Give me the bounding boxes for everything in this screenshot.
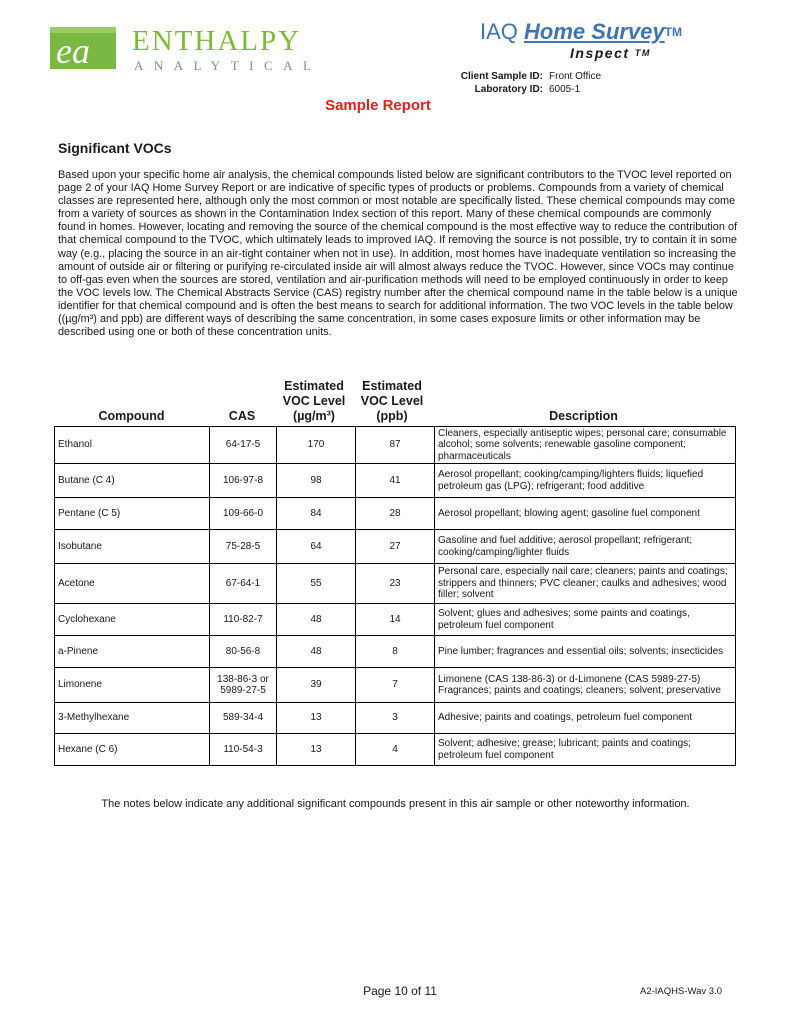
header-voc-ppb-line3: (ppb) [376,409,408,423]
survey-inspect: Inspect [570,45,630,61]
cell-voc-ug: 13 [277,703,356,734]
table-row [55,734,736,766]
cell-voc-ppb: 3 [356,703,435,734]
cell-voc-ppb: 27 [356,530,435,564]
form-code: A2-IAQHS-Wav 3.0 [640,986,723,997]
client-sample-value: Front Office [549,71,602,82]
survey-tm: TM [664,25,682,39]
cell-voc-ppb: 7 [356,668,435,703]
logo-mark-text: ea [56,31,90,69]
cell-description: Aerosol propellant; blowing agent; gasoline fuel component [435,498,736,530]
survey-home-survey: Home Survey [524,19,665,44]
table-row [55,530,736,564]
cell-voc-ug: 64 [277,530,356,564]
table-row [55,636,736,668]
cell-cas: 64-17-5 [210,427,277,464]
section-title: Significant VOCs [58,140,172,156]
table-row [55,668,736,703]
cell-description: Aerosol propellant; cooking/camping/lighters fluids; liquefied petroleum gas (LPG); refrigerant; food additive [435,464,736,498]
cell-voc-ppb: 28 [356,498,435,530]
brand-name: ENTHALPY [132,25,302,57]
notes-text: The notes below indicate any additional significant compounds present in this air sample or other noteworthy information. [101,798,690,810]
cell-voc-ppb: 87 [356,427,435,464]
cell-compound: Isobutane [55,530,210,564]
cell-cas: 75-28-5 [210,530,277,564]
cell-voc-ug: 39 [277,668,356,703]
table-row [55,604,736,636]
header-voc-ug-line2: VOC Level [282,394,346,408]
header-voc-ug-line3: (µg/m³) [293,409,335,423]
cell-voc-ug: 13 [277,734,356,766]
cell-voc-ug: 84 [277,498,356,530]
cell-voc-ppb: 14 [356,604,435,636]
lab-id-label: Laboratory ID: [474,84,543,95]
report-title: Sample Report [325,97,431,114]
survey-title [480,20,730,62]
table-header [54,376,736,426]
cell-voc-ppb: 8 [356,636,435,668]
enthalpy-logo [50,25,350,75]
cell-description: Solvent; glues and adhesives; some paints and coatings, petroleum fuel component [435,604,736,636]
page-number: Page 10 of 11 [363,984,437,998]
table-row [55,498,736,530]
cell-compound: Limonene [55,668,210,703]
cell-cas: 80-56-8 [210,636,277,668]
lab-id-value: 6005-1 [549,84,581,95]
cell-compound: Ethanol [55,427,210,464]
cell-voc-ug: 170 [277,427,356,464]
table-row [55,703,736,734]
cell-voc-ug: 48 [277,604,356,636]
table-row [55,427,736,464]
cell-compound: 3-Methylhexane [55,703,210,734]
table-row [55,464,736,498]
cell-voc-ppb: 23 [356,564,435,604]
table-row [55,564,736,604]
cell-description: Limonene (CAS 138-86-3) or d-Limonene (CAS 5989-27-5) Fragrances; paints and coatings; cleaners; solvent; preservative [435,668,736,703]
cell-voc-ppb: 4 [356,734,435,766]
cell-compound: a-Pinene [55,636,210,668]
cell-voc-ug: 48 [277,636,356,668]
cell-description: Pine lumber; fragrances and essential oils; solvents; insecticides [435,636,736,668]
cell-cas: 110-82-7 [210,604,277,636]
inspect-tm: TM [634,48,651,58]
cell-description: Solvent; adhesive; grease; lubricant; paints and coatings; petroleum fuel component [435,734,736,766]
cell-voc-ppb: 41 [356,464,435,498]
cell-cas: 109-66-0 [210,498,277,530]
cell-compound: Cyclohexane [55,604,210,636]
cell-description: Gasoline and fuel additive; aerosol propellant; refrigerant; cooking/camping/lighter fluids [435,530,736,564]
brand-subtitle: ANALYTICAL [134,58,322,73]
cell-voc-ug: 98 [277,464,356,498]
header-voc-ppb-line1: Estimated [362,379,422,393]
header-compound: Compound [98,409,165,423]
cell-cas: 67-64-1 [210,564,277,604]
cell-cas: 106-97-8 [210,464,277,498]
cell-compound: Acetone [55,564,210,604]
header-voc-ppb-line2: VOC Level [360,394,424,408]
client-sample-label: Client Sample ID: [460,71,543,82]
cell-description: Cleaners, especially antiseptic wipes; personal care; consumable alcohol; some solvents; renewable gasoline component; pharmaceuticals [435,427,736,464]
cell-description: Adhesive; paints and coatings, petroleum fuel component [435,703,736,734]
voc-table [54,426,736,766]
cell-description: Personal care, especially nail care; cleaners; paints and coatings; strippers and thinners; PVC cleaner; caulks and adhesives; wood filler; solvent [435,564,736,604]
cell-voc-ug: 55 [277,564,356,604]
cell-compound: Pentane (C 5) [55,498,210,530]
header-cas: CAS [228,409,256,423]
header-voc-ppb [353,379,431,424]
cell-cas: 138-86-3 or 5989-27-5 [210,668,277,703]
cell-cas: 589-34-4 [210,703,277,734]
intro-paragraph: Based upon your specific home air analysis, the chemical compounds listed below are significant contributors to the TVOC level reported on page 2 of your IAQ Home Survey Report or are indicative of specific types of products or problems. Compounds from a variety of chemical classes are represented here, although only the most common or most notable are specifically listed. These chemical compounds may come from a variety of sources as shown in the Contamination Index section of this report. Many of these chemical compounds are commonly found in homes. However, locating and removing the source of the chemical compound is the most effective way to reduce the contribution of that chemical compound to the TVOC, which ultimately leads to improved IAQ. If removing the source is not possible, try to contain it in some way (e.g., placing the source in an air-tight container when not in use). In addition, most homes have inadequate ventilation so increasing the amount of outside air or filtering or purifying re-circulated inside air will almost always reduce the TVOC. However, since VOCs may continue to off-gas even when the sources are stored, ventilation and air-purification methods will need to be employed continuously in order to keep the VOC levels low. The Chemical Abstracts Service (CAS) registry number after the chemical compound name in the table below is a unique identifier for that chemical compound and is often the best means to search for additional information. The two VOC levels in the table below ((µg/m³) and ppb) are different ways of describing the same concentration, in some cases exposure limits or other information may be described using one or both of these concentration units. [58,169,738,339]
client-info [440,70,601,96]
cell-compound: Butane (C 4) [55,464,210,498]
ea-logo-mark-icon [50,27,116,69]
header-voc-ug-line1: Estimated [284,379,344,393]
cell-cas: 110-54-3 [210,734,277,766]
header-voc-ug [275,379,353,424]
header-description: Description [549,409,618,423]
survey-iaq: IAQ [480,19,518,44]
cell-compound: Hexane (C 6) [55,734,210,766]
